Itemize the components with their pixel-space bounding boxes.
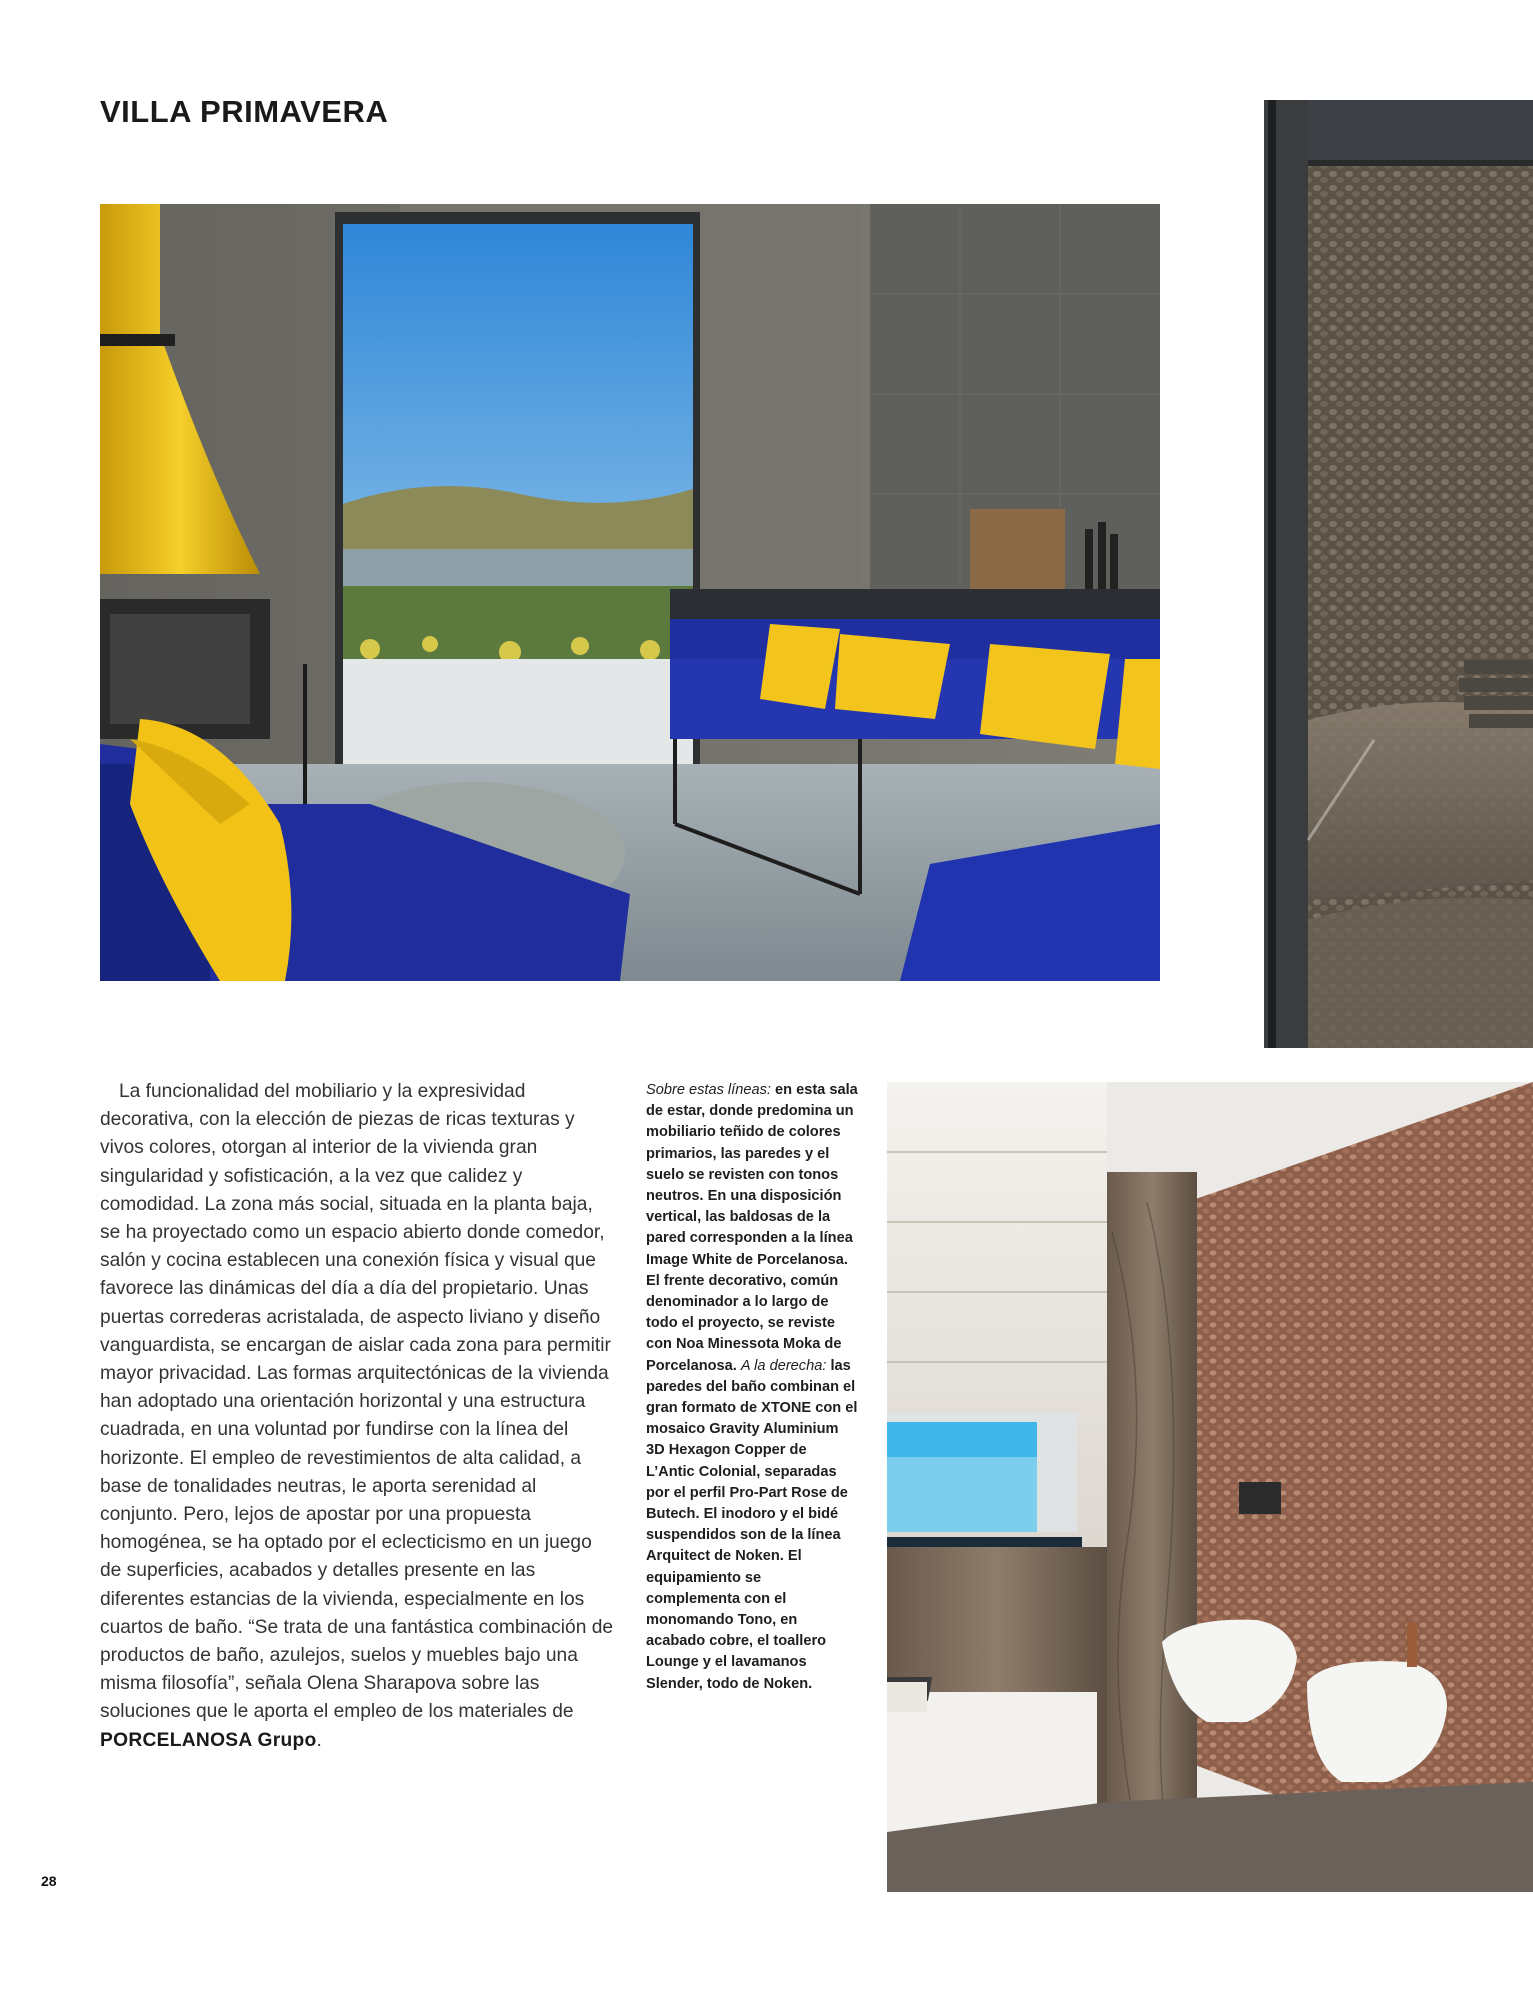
living-room-photo [100, 204, 1160, 981]
caption-text-right: las paredes del baño combinan el gran formato de XTONE con el mosaico Gravity Aluminium 3D Hexagon Copper de L’Antic Colonial, separadas por el perfil Pro-Part Rose de Butech. El inodoro y el bidé suspendidos son de la línea Arquitect de Noken. El equipamiento se complementa con el monomando Tono, en acabado cobre, el toallero Lounge y el lavamanos Slender, todo de Noken. [646, 1357, 858, 1692]
article-body-end: . [316, 1729, 322, 1751]
page-number: 28 [41, 1873, 57, 1889]
caption-lead-right: A la derecha: [740, 1357, 827, 1374]
brand-name: PORCELANOSA Grupo [100, 1729, 317, 1751]
article-body [100, 1078, 615, 1755]
caption-text-above: en esta sala de estar, donde predomina un mobiliario teñido de colores primarios, las paredes y el suelo se revisten con tonos neutros. En una disposición vertical, las baldosas de la pared corresponden a la línea Image White de Porcelanosa. El frente decorativo, común denominador a lo largo de todo el proyecto, se reviste con Noa Minessota Moka de Porcelanosa. [646, 1082, 858, 1374]
sauna-photo [1264, 100, 1533, 1048]
bathroom-photo [887, 1082, 1533, 1892]
photo-caption [646, 1080, 858, 1695]
article-body-text: La funcionalidad del mobiliario y la expresividad decorativa, con la elección de piezas de ricas texturas y vivos colores, otorgan al interior de la vivienda gran singularidad y sofisticación, a la vez que calidez y comodidad. La zona más social, situada en la planta baja, se ha proyectado como un espacio abierto donde comedor, salón y cocina establecen una conexión física y visual que favorece las dinámicas del día a día del propietario. Unas puertas correderas acristalada, de aspecto liviano y diseño vanguardista, se encargan de aislar cada zona para permitir mayor privacidad. Las formas arquitectónicas de la vivienda han adoptado una orientación horizontal y una estructura cuadrada, en una voluntad por fundirse con la línea del horizonte. El empleo de revestimientos de alta calidad, a base de tonalidades neutras, le aporta serenidad al conjunto. Pero, lejos de apostar por una propuesta homogénea, se ha optado por el eclecticismo en un juego de superficies, acabados y detalles presente en las diferentes estancias de la vivienda, especialmente en los cuartos de baño. “Se trata de una fantástica combinación de productos de baño, azulejos, suelos y muebles bajo una misma filosofía”, señala Olena Sharapova sobre las soluciones que le aporta el empleo de los materiales de [100, 1081, 614, 1723]
article-title: VILLA PRIMAVERA [100, 94, 389, 129]
caption-lead-above: Sobre estas líneas: [646, 1082, 771, 1098]
